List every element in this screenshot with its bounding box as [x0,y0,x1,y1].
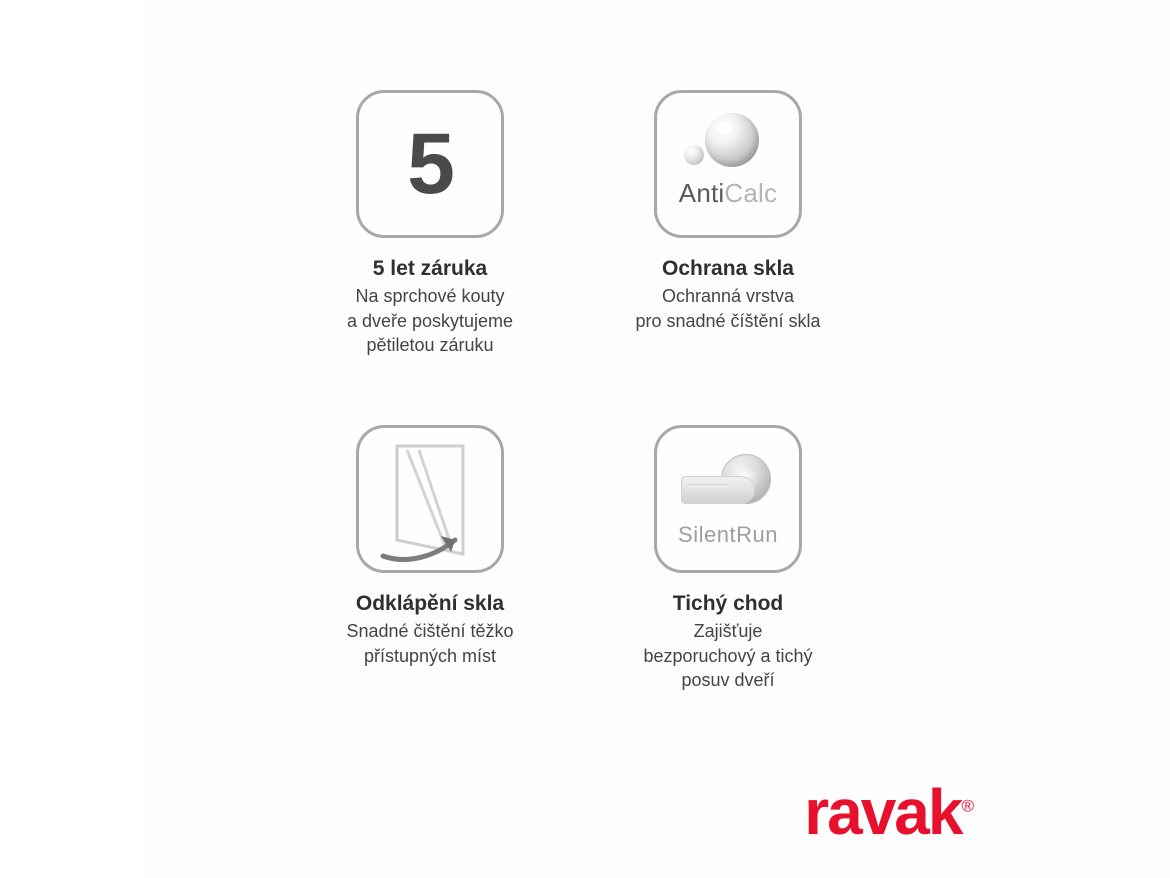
feature-description-line: přístupných míst [363,645,497,666]
feature-description-line: Na sprchové kouty [355,286,505,307]
feature-title: Odklápění skla [355,592,505,616]
tilting-glass-panel-icon [359,428,504,573]
feature-tilting-glass [330,425,530,692]
feature-title: 5 let záruka [372,257,488,280]
water-drop-icon [705,113,759,167]
glass-protection-tile [654,90,802,238]
anticalc-wordmark-dark: Anti [678,178,725,208]
feature-row-top [330,90,870,357]
feature-description-line: pro snadné číštění skla [635,310,821,331]
feature-grid [330,90,870,692]
feature-description-line: Zajišťuje [693,621,763,642]
feature-glass-protection [628,90,828,357]
anticalc-wordmark [657,178,799,209]
water-drop-small-icon [684,145,704,165]
registered-mark-icon: ® [961,796,974,816]
feature-warranty [330,90,530,357]
feature-description-line: bezporuchový a tichý [643,645,813,666]
feature-description [347,284,513,357]
silentrun-wordmark: SilentRun [678,522,778,548]
feature-description-line: Ochranná vrstva [661,286,795,307]
feature-description-line: a dveře poskytujeme [346,310,514,331]
silent-run-tile [654,425,802,573]
feature-description [346,619,513,668]
brand-logo [804,776,974,848]
feature-title: Ochrana skla [662,257,794,280]
roller-body-icon [681,476,755,504]
number-five-icon: 5 [407,115,453,212]
feature-description-line: Snadné čištění těžko [346,621,514,642]
feature-description [635,284,820,333]
anticalc-wordmark-light: Calc [724,178,778,208]
feature-row-bottom [330,425,870,692]
feature-description-line: posuv dveří [681,669,775,690]
feature-silent-run [628,425,828,692]
feature-description [643,619,812,692]
feature-title: Tichý chod [672,592,784,616]
brand-logo-text: ravak [804,776,962,848]
warranty-tile [356,90,504,238]
feature-description-line: pětiletou záruku [366,334,494,355]
tilting-glass-tile [356,425,504,573]
